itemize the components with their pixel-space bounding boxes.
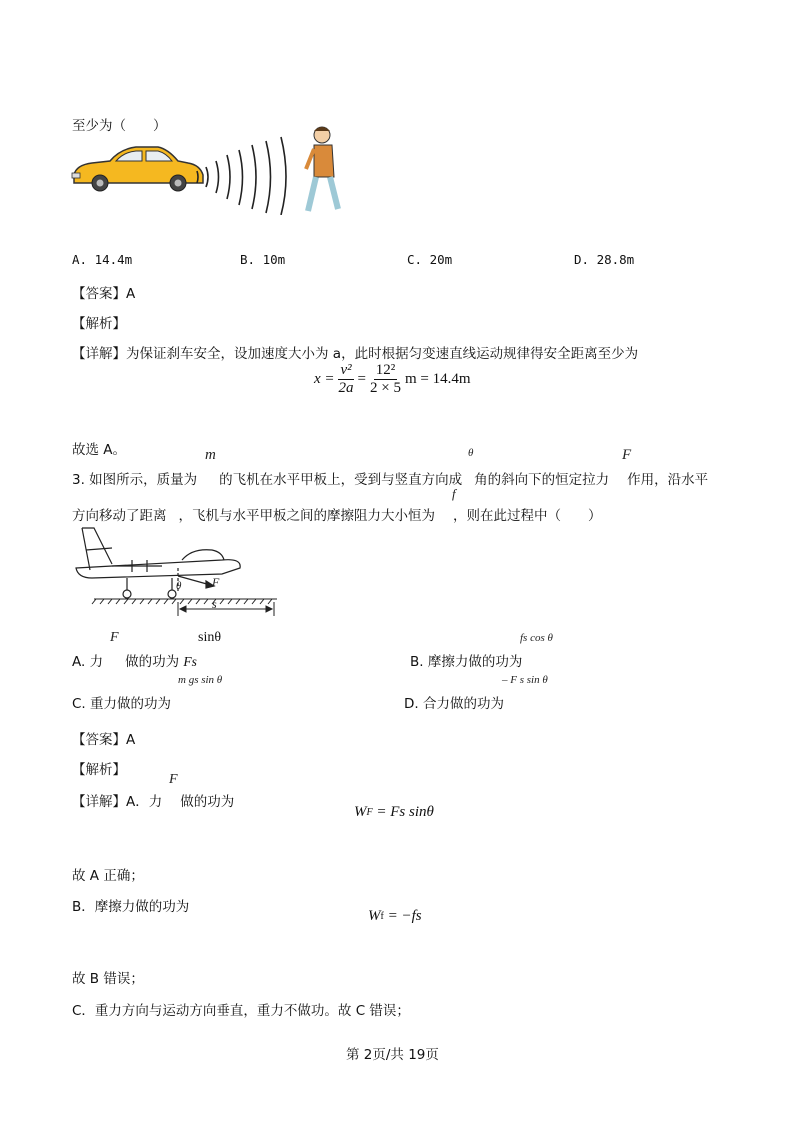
q3-sym-theta: θ xyxy=(468,447,474,459)
car-sound-person-figure xyxy=(70,125,350,215)
q2-option-b: B. 10m xyxy=(240,252,286,267)
q2-option-a: A. 14.4m xyxy=(72,252,133,267)
q3-formula-a xyxy=(354,804,434,821)
frac1-num: v² xyxy=(340,362,352,378)
formula-a-sub: F xyxy=(366,807,373,818)
q3-option-c: C. 重力做的功为 xyxy=(72,696,172,712)
q3-line1-c: 角的斜向下的恒定拉力 xyxy=(474,472,610,488)
q3-option-d: D. 合力做的功为 xyxy=(404,696,504,712)
formula-eq: = xyxy=(357,371,366,387)
q3-line1 xyxy=(72,468,708,488)
ground-icon xyxy=(92,599,277,604)
airplane-figure xyxy=(72,520,282,620)
q2-option-d: D. 28.8m xyxy=(574,252,635,267)
q2-formula xyxy=(314,362,471,397)
q2-answer: 【答案】A xyxy=(72,286,136,302)
frac2-num: 12² xyxy=(375,362,396,378)
q3-option-b: B. 摩擦力做的功为 xyxy=(410,654,523,670)
q3-opt-a-mid: 做的功为 xyxy=(125,654,180,670)
q3-detail-a xyxy=(72,790,234,810)
page-footer: 第 2页/共 19页 xyxy=(346,1047,439,1063)
q3-c-line: C．重力方向与运动方向垂直，重力不做功。故 C 错误； xyxy=(72,1003,410,1019)
formula-lhs: x = xyxy=(314,371,335,387)
q3-sym-f: f xyxy=(452,486,456,501)
q3-option-a xyxy=(72,650,197,670)
q3-sym-F: F xyxy=(622,447,632,463)
frac1-den: 2a xyxy=(338,380,354,396)
q3-detail-a-tail: 做的功为 xyxy=(180,794,235,810)
fig-label-F: F xyxy=(212,575,220,589)
q3-b-wrong: 故 B 错误； xyxy=(72,971,144,987)
q3-line1-b: 的飞机在水平甲板上，受到与竖直方向成 xyxy=(219,472,463,488)
q3-opt-d-sup: – F s sin θ xyxy=(502,674,548,686)
q3-line2-c: ，则在此过程中（ ） xyxy=(453,508,602,524)
q3-line2-a: 方向移动了距离 xyxy=(72,508,167,524)
q3-opt-c-sup: m gs sin θ xyxy=(178,674,223,686)
q3-line1-a: 3. 如图所示，质量为 xyxy=(72,472,198,488)
q3-opt-a-sym-F: F xyxy=(110,630,119,645)
q3-line1-d: 作用，沿水平 xyxy=(627,472,709,488)
q3-formula-b xyxy=(368,908,422,925)
q3-sym-m: m xyxy=(205,447,216,463)
formula-result: m = 14.4m xyxy=(404,371,471,387)
q3-detail-sym-F: F xyxy=(169,772,178,787)
q3-opt-a-pre: A. 力 xyxy=(72,654,104,670)
displacement-icon xyxy=(178,602,274,616)
formula-b-sub: f xyxy=(380,911,384,922)
q3-line2-b: ，飞机与水平甲板之间的摩擦阻力大小恒为 xyxy=(178,508,435,524)
q2-option-c: C. 20m xyxy=(407,252,453,267)
car-icon xyxy=(72,147,203,191)
q2-analysis: 【解析】 xyxy=(72,316,126,332)
q3-opt-a-val: Fs xyxy=(183,654,197,669)
q3-opt-b-sup: fs cos θ xyxy=(520,632,553,644)
sound-waves-icon xyxy=(197,137,286,215)
q3-analysis: 【解析】 xyxy=(72,762,126,778)
q3-b-line: B．摩擦力做的功为 xyxy=(72,899,190,915)
q3-answer: 【答案】A xyxy=(72,732,136,748)
formula-b-W: W xyxy=(368,908,381,924)
q3-detail-a-text: 【详解】A．力 xyxy=(72,794,163,810)
force-arrow-icon xyxy=(178,568,214,592)
fig-label-s: s xyxy=(212,597,217,611)
formula-a-rhs: = Fs sinθ xyxy=(376,804,434,820)
frac2-den: 2 × 5 xyxy=(370,380,401,396)
formula-a-W: W xyxy=(354,804,367,820)
q2-conclusion: 故选 A。 xyxy=(72,442,127,458)
q2-stem-tail: 至少为（ ） xyxy=(72,118,167,134)
q3-a-correct: 故 A 正确； xyxy=(72,868,144,884)
formula-b-rhs: = −fs xyxy=(387,908,422,924)
q2-detail: 【详解】为保证刹车安全，设加速度大小为 a，此时根据匀变速直线运动规律得安全距离至少为 xyxy=(72,346,639,362)
fig-label-theta: θ xyxy=(176,580,182,592)
q3-opt-a-sup: sinθ xyxy=(198,630,222,645)
person-icon xyxy=(306,127,338,211)
wheels-icon xyxy=(123,590,176,598)
